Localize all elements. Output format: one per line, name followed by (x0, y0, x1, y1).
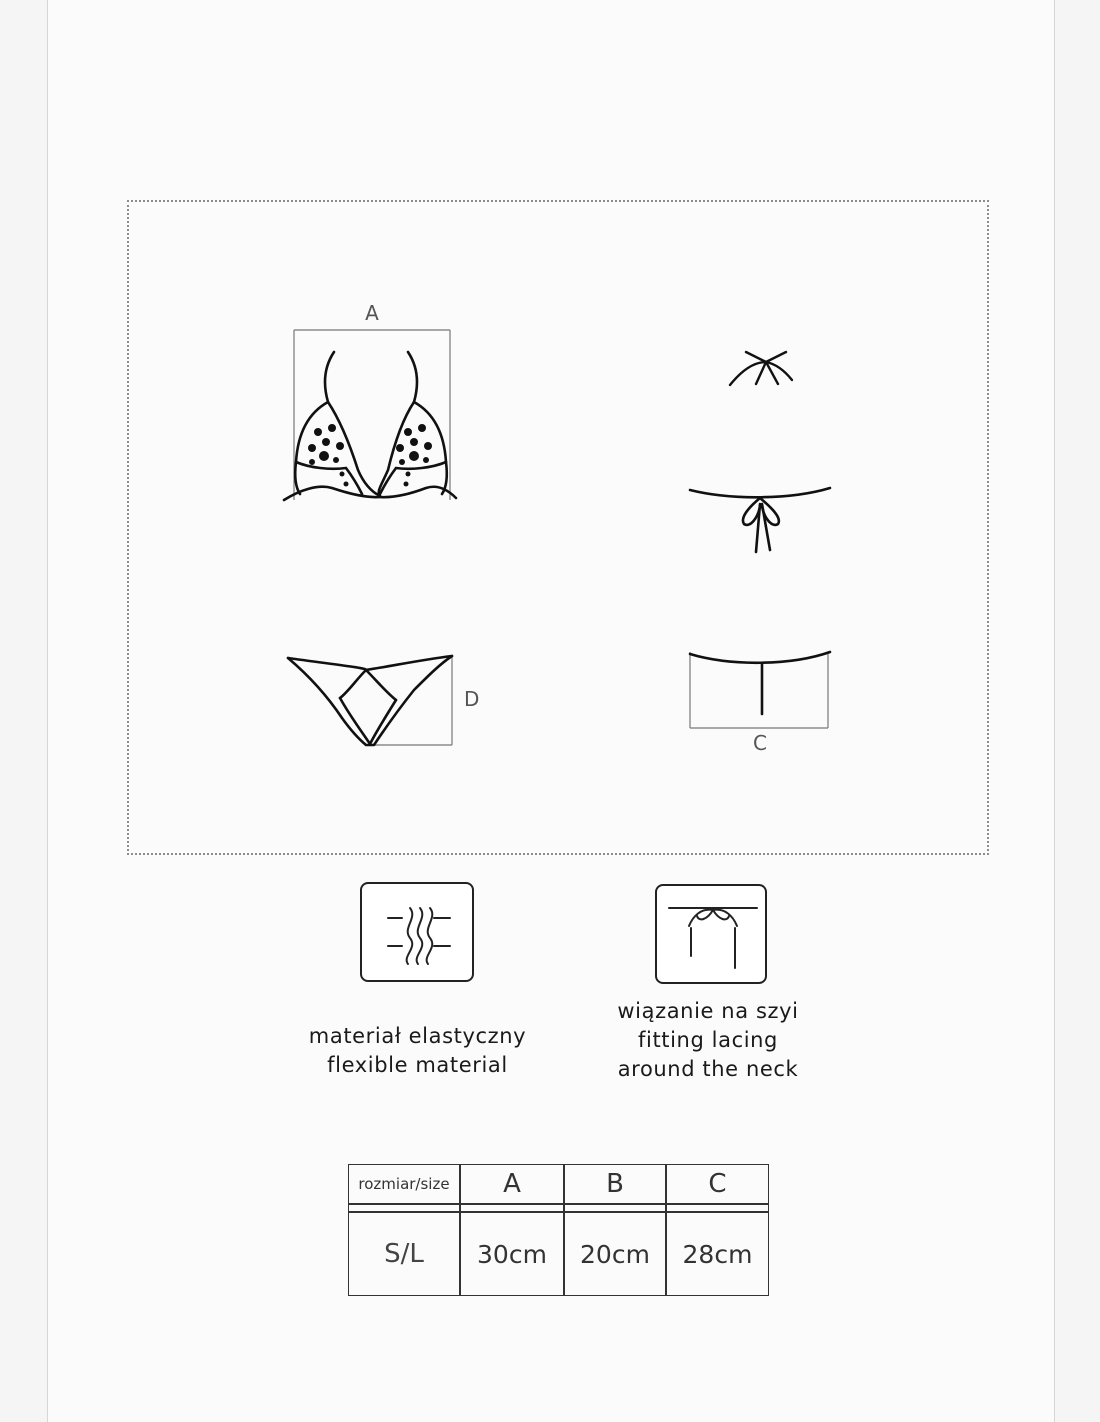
feature-elastic-line-en: flexible material (327, 1053, 508, 1077)
size-cell-c: 28cm (666, 1212, 769, 1296)
diagram-frame (127, 200, 989, 855)
feature-elastic-line-pl: materiał elastyczny (308, 1024, 527, 1048)
size-cell-size: S/L (348, 1212, 460, 1296)
neck-tie-icon (655, 884, 767, 984)
table-row (348, 1212, 769, 1296)
size-table (348, 1164, 769, 1296)
feature-neck-tie-text (586, 997, 830, 1084)
size-cell-a: 30cm (460, 1212, 564, 1296)
feature-neck-tie-line-en-2: around the neck (617, 1057, 799, 1081)
feature-neck-tie-line-en-1: fitting lacing (638, 1028, 778, 1052)
size-table-header-size: rozmiar/size (348, 1164, 460, 1204)
size-table-header (348, 1164, 769, 1204)
size-cell-b: 20cm (564, 1212, 666, 1296)
stretch-waves-icon (360, 882, 474, 982)
label-d: D (464, 687, 480, 711)
feature-neck-tie-line-pl: wiązanie na szyi (617, 999, 799, 1023)
feature-elastic-text (290, 1022, 545, 1080)
size-table-header-b: B (564, 1164, 666, 1204)
label-c: C (753, 731, 767, 755)
size-table-header-c: C (666, 1164, 769, 1204)
label-a: A (365, 301, 379, 325)
size-table-header-a: A (460, 1164, 564, 1204)
